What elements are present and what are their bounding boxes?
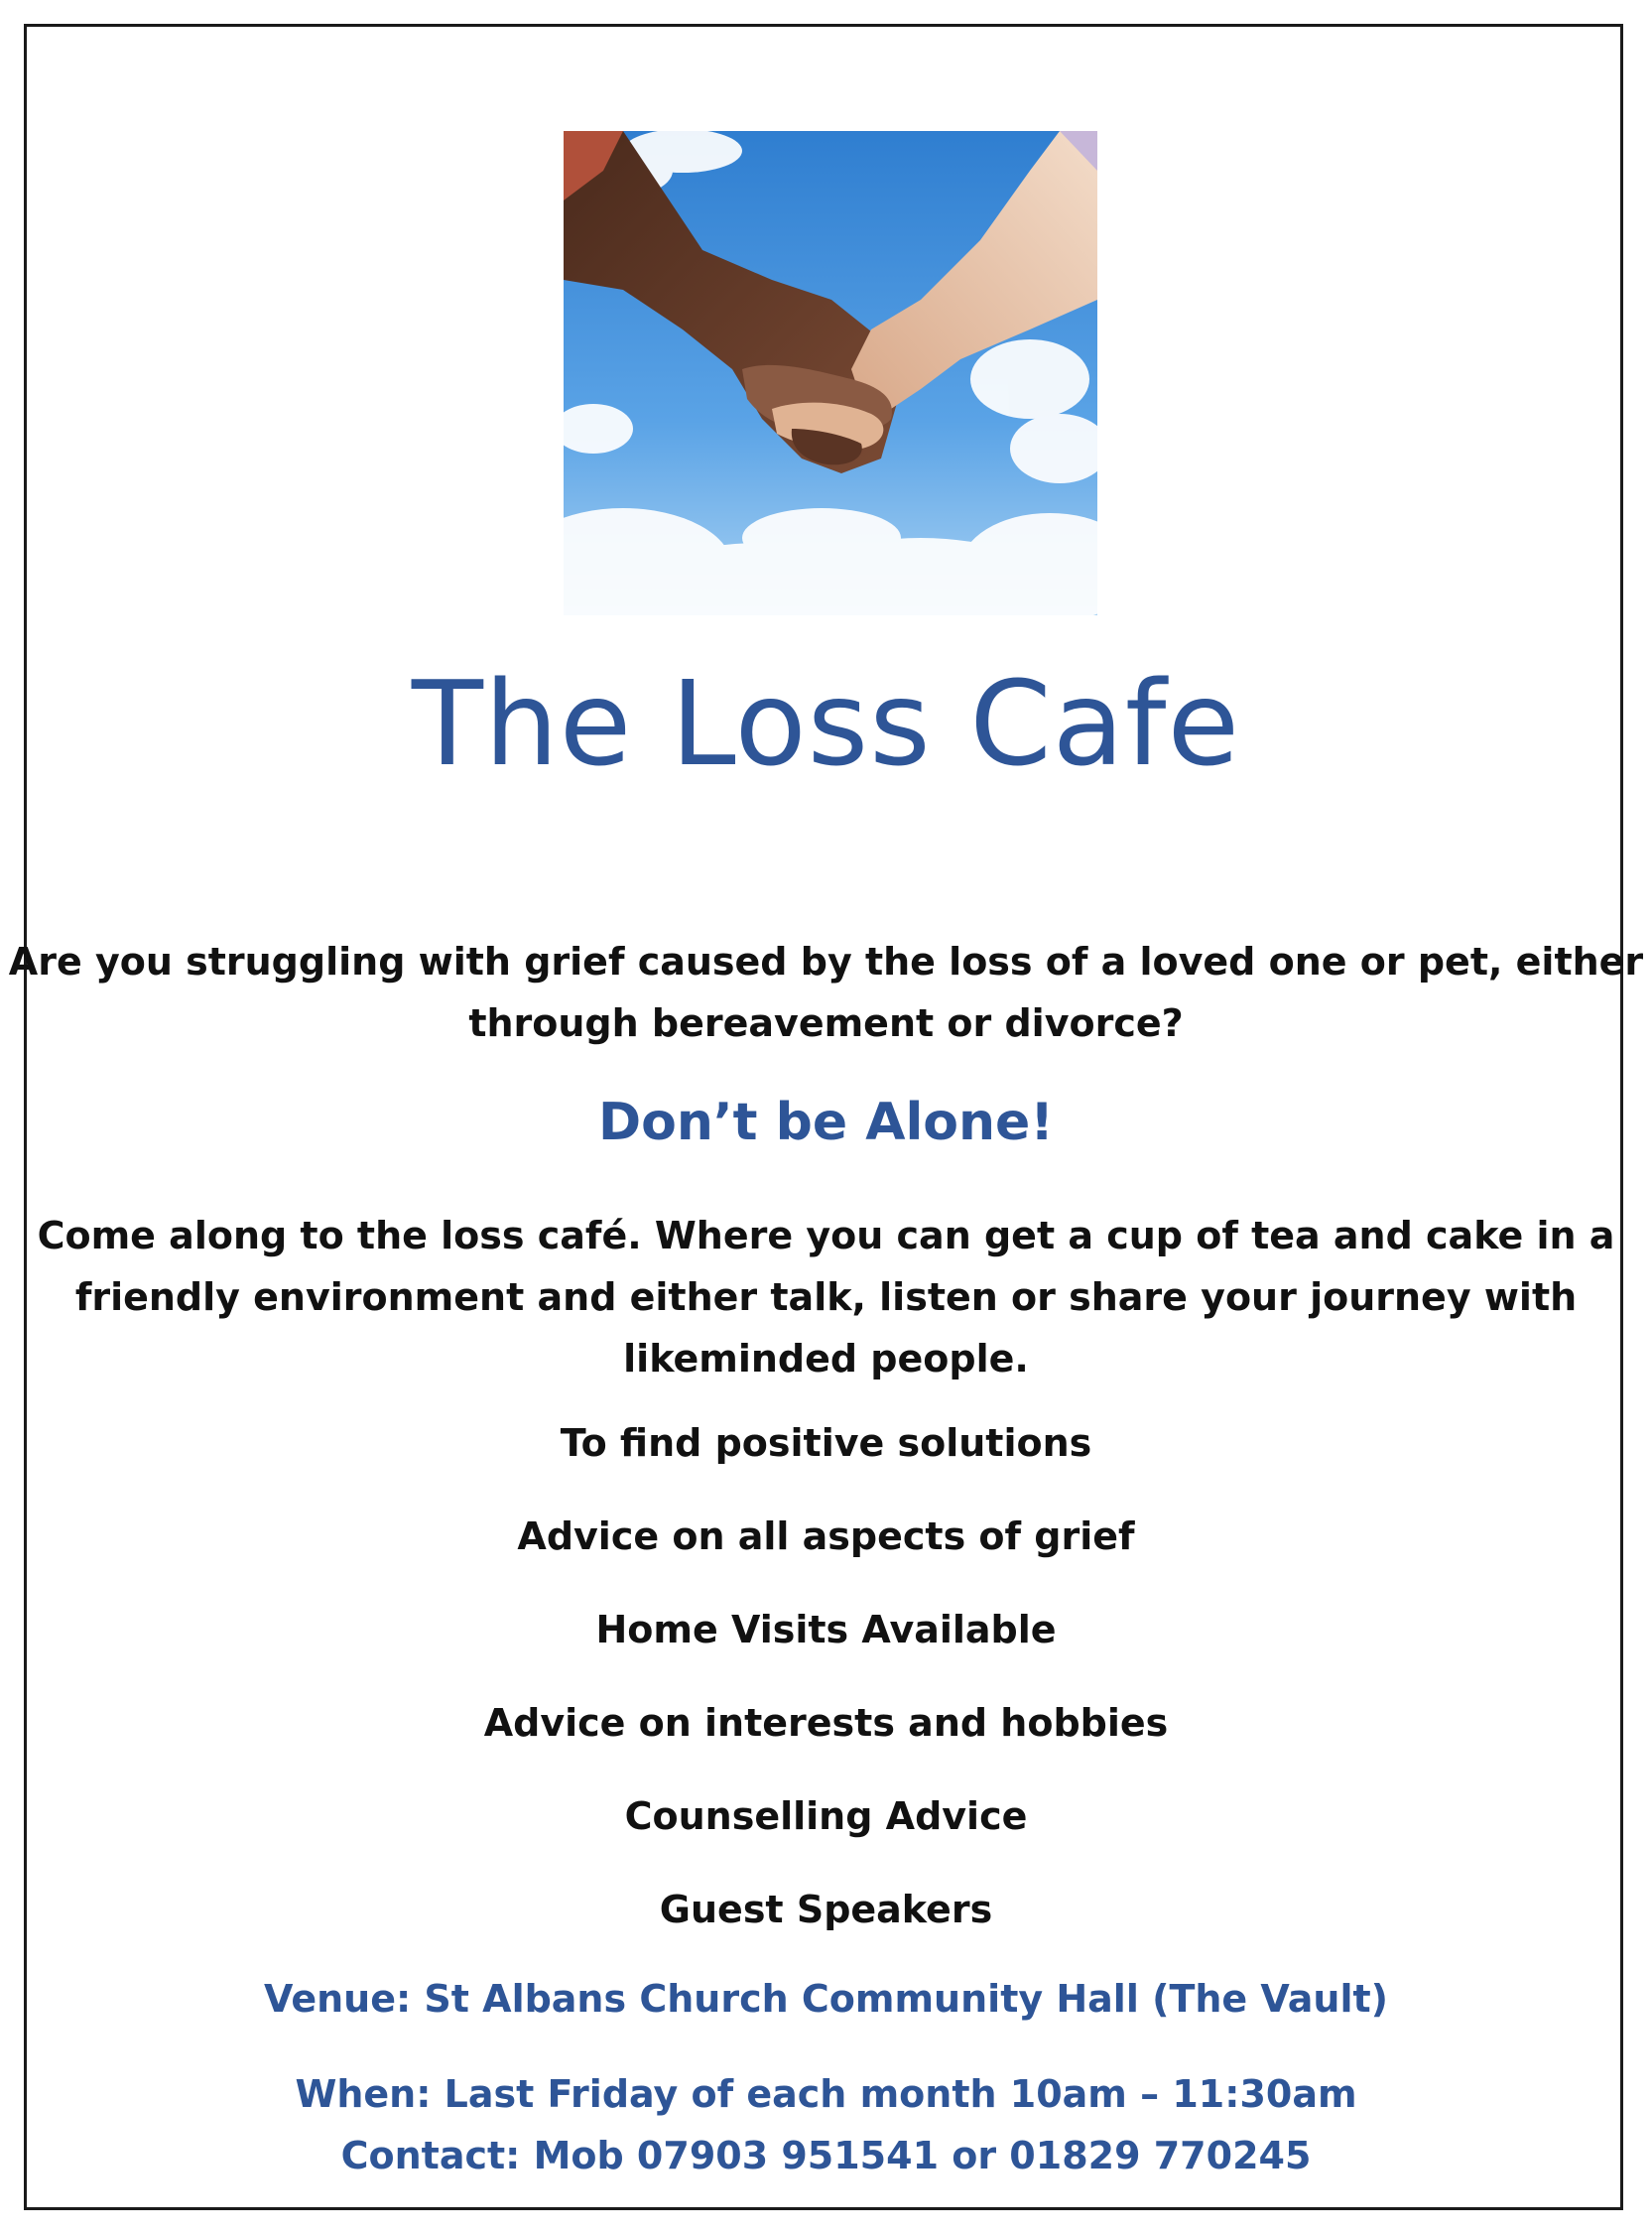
feature-item: Guest Speakers bbox=[659, 1888, 993, 1931]
intro-line: through bereavement or divorce? bbox=[468, 1001, 1184, 1045]
holding-hands-sky-photo bbox=[564, 131, 1097, 615]
paragraph-line: Come along to the loss café. Where you can get a cup of tea and cake in a bbox=[37, 1214, 1615, 1257]
feature-item: Home Visits Available bbox=[595, 1608, 1057, 1651]
feature-item: Advice on all aspects of grief bbox=[517, 1514, 1135, 1558]
intro-line: Are you struggling with grief caused by the loss of a loved one or pet, either bbox=[8, 940, 1644, 984]
paragraph-line: likeminded people. bbox=[623, 1337, 1029, 1380]
page-title: The Loss Cafe bbox=[411, 655, 1241, 792]
paragraph-line: friendly environment and either talk, listen or share your journey with bbox=[74, 1275, 1578, 1319]
intro-text bbox=[0, 931, 1652, 1054]
contact-text: Contact: Mob 07903 951541 or 01829 770245 bbox=[340, 2134, 1312, 2177]
venue-text: Venue: St Albans Church Community Hall (The Vault) bbox=[263, 1977, 1389, 2021]
feature-item: Counselling Advice bbox=[624, 1794, 1028, 1838]
feature-item: Advice on interests and hobbies bbox=[483, 1701, 1169, 1745]
when-text: When: Last Friday of each month 10am – 11:30am bbox=[295, 2072, 1357, 2116]
description-paragraph bbox=[0, 1205, 1652, 1389]
feature-item: To find positive solutions bbox=[560, 1421, 1092, 1465]
subheading: Don’t be Alone! bbox=[597, 1093, 1054, 1152]
